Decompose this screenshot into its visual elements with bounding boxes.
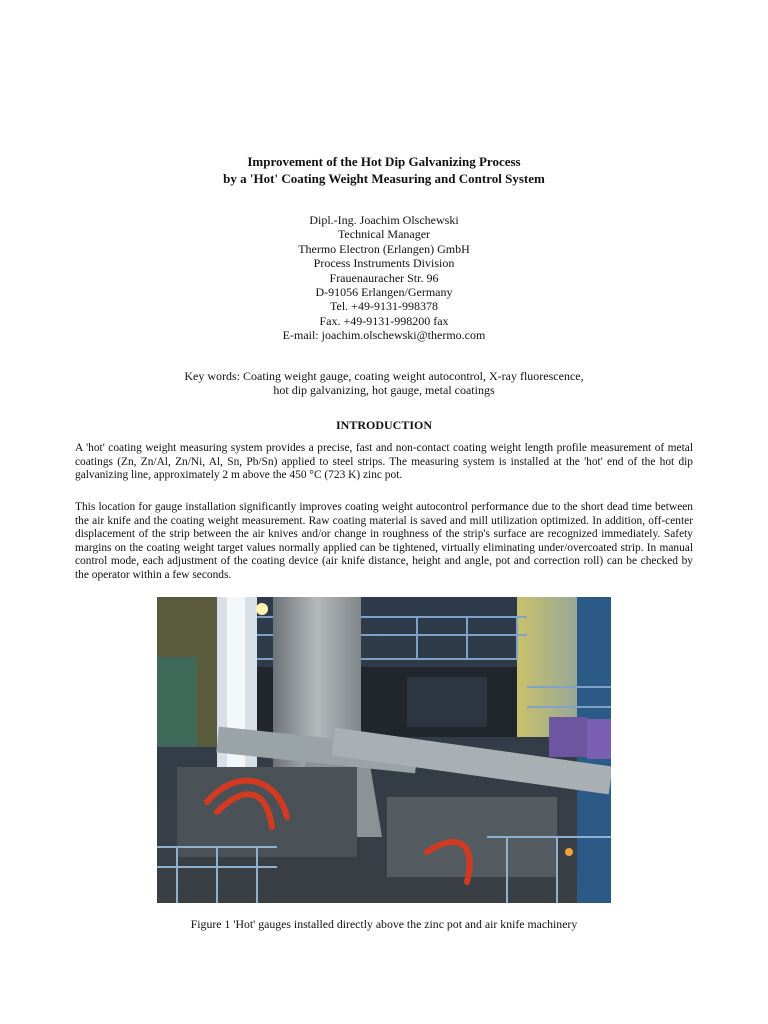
- section-heading: INTRODUCTION: [335, 418, 432, 432]
- author-division: Process Instruments Division: [313, 256, 455, 271]
- author-street: Frauenauracher Str. 96: [329, 270, 439, 285]
- galvanizing-line-photo: [157, 597, 611, 903]
- author-company: Thermo Electron (Erlangen) GmbH: [298, 241, 470, 256]
- author-city: D-91056 Erlangen/Germany: [315, 285, 453, 300]
- author-position: Technical Manager: [337, 227, 431, 242]
- paragraph-1: A 'hot' coating weight measuring system provides a precise, fast and non-contact coating weight length profile measurement of metal coatings (Zn, Zn/Al, Zn/Ni, Al, Sn, Pb/Sn) applied to steel strips. The measuring system is installed at the 'hot' end of the hot dip galvanizing line, approximately 2 m above the 450 °C (723 K) zinc pot.: [75, 442, 693, 482]
- paragraph-2: This location for gauge installation significantly improves coating weight autocontrol performance due to the short dead time between the air knife and the coating weight measurement. Raw coating material is saved and mill utilization optimized. In addition, off-center displacement of the strip between the air knives and/or change in roughness of the strip's surface are recognized immediately. Safety margins on the coating weight target values normally applied can be tightened, virtually eliminating under/overcoated strip. In manual control mode, each adjustment of the coating device (air knife distance, height and angle, pot and correction roll) can be checked by the operator within a few seconds.: [75, 501, 693, 581]
- author-email: E-mail: joachim.olschewski@thermo.com: [282, 328, 486, 343]
- figure-caption: Figure 1 'Hot' gauges installed directly above the zinc pot and air knife machinery: [190, 917, 578, 931]
- author-tel: Tel. +49-9131-998378: [330, 299, 438, 314]
- title-line-2: by a 'Hot' Coating Weight Measuring and Control System: [223, 171, 545, 186]
- author-fax: Fax. +49-9131-998200 fax: [319, 313, 449, 328]
- author-name: Dipl.-Ing. Joachim Olschewski: [309, 213, 459, 227]
- keywords: [0, 369, 768, 397]
- figure-photo: [157, 597, 611, 903]
- author-block: [0, 213, 768, 343]
- keywords-line-2: hot dip galvanizing, hot gauge, metal coatings: [273, 383, 495, 397]
- paper-title: [0, 153, 768, 187]
- title-line-1: Improvement of the Hot Dip Galvanizing Process: [247, 154, 521, 169]
- keywords-line-1: Key words: Coating weight gauge, coating weight autocontrol, X-ray fluorescence,: [184, 369, 584, 383]
